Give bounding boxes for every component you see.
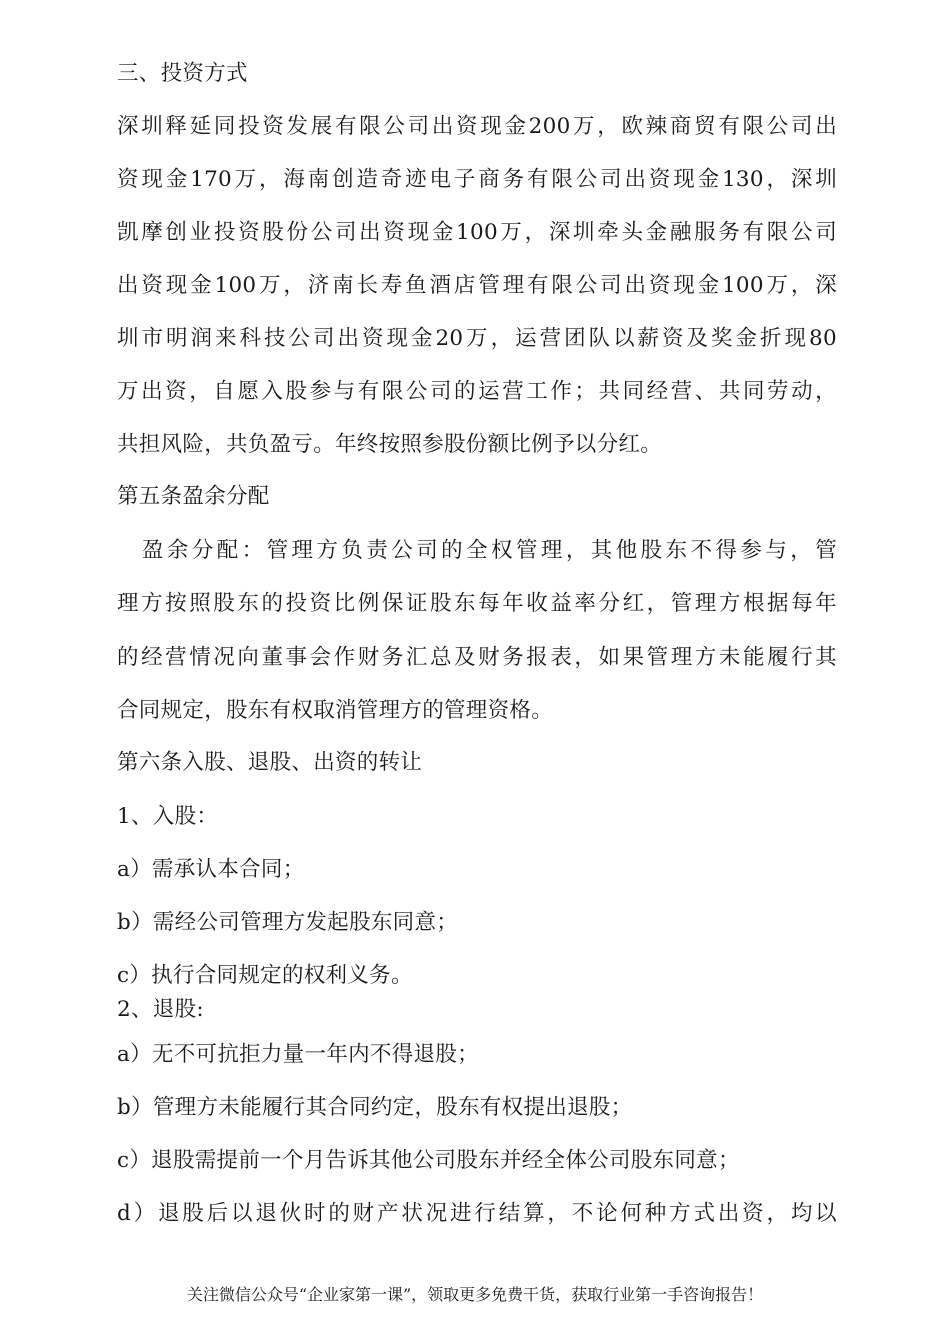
paragraph-line: 合同规定，股东有权取消管理方的管理资格。	[117, 698, 554, 723]
list-item: d）退股后以退伙时的财产状况进行结算，不论何种方式出资，均以	[117, 1201, 837, 1226]
section-heading-investment-method: 三、投资方式	[117, 61, 248, 86]
paragraph-line: 的经营情况向董事会作财务汇总及财务报表，如果管理方未能履行其	[117, 645, 837, 670]
paragraph-line: 万出资，自愿入股参与有限公司的运营工作；共同经营、共同劳动，	[117, 379, 837, 404]
paragraph-line: 圳市明润来科技公司出资现金20万，运营团队以薪资及奖金折现80	[117, 326, 837, 351]
list-heading-withdraw: 2、退股:	[117, 997, 204, 1022]
article-heading-share-transfer: 第六条入股、退股、出资的转让	[117, 750, 423, 775]
list-heading-join: 1、入股：	[117, 804, 219, 829]
list-item: a）无不可抗拒力量一年内不得退股；	[117, 1042, 479, 1067]
paragraph-line: 理方按照股东的投资比例保证股东每年收益率分红，管理方根据每年	[117, 591, 837, 616]
list-item: c）执行合同规定的权利义务。	[117, 963, 413, 988]
footer-promo: 关注微信公众号“企业家第一课”，领取更多免费干货，获取行业第一手咨询报告！	[186, 1285, 764, 1304]
paragraph-line: 共担风险，共负盈亏。年终按照参股份额比例予以分红。	[117, 432, 663, 457]
list-item: b）需经公司管理方发起股东同意；	[117, 910, 459, 935]
paragraph-line: 深圳释延同投资发展有限公司出资现金200万，欧辣商贸有限公司出	[117, 114, 837, 139]
paragraph-line: 资现金170万，海南创造奇迹电子商务有限公司出资现金130，深圳	[117, 167, 837, 192]
list-item: b）管理方未能履行其合同约定，股东有权提出退股；	[117, 1095, 633, 1120]
list-item: a）需承认本合同；	[117, 857, 305, 882]
paragraph-line: 凯摩创业投资股份公司出资现金100万，深圳牵头金融服务有限公司	[117, 220, 837, 245]
paragraph-line: 出资现金100万，济南长寿鱼酒店管理有限公司出资现金100万，深	[117, 273, 837, 298]
paragraph-line: 盈余分配：管理方负责公司的全权管理，其他股东不得参与，管	[117, 538, 837, 563]
article-heading-profit-distribution: 第五条盈余分配	[117, 484, 270, 509]
list-item: c）退股需提前一个月告诉其他公司股东并经全体公司股东同意；	[117, 1148, 740, 1173]
